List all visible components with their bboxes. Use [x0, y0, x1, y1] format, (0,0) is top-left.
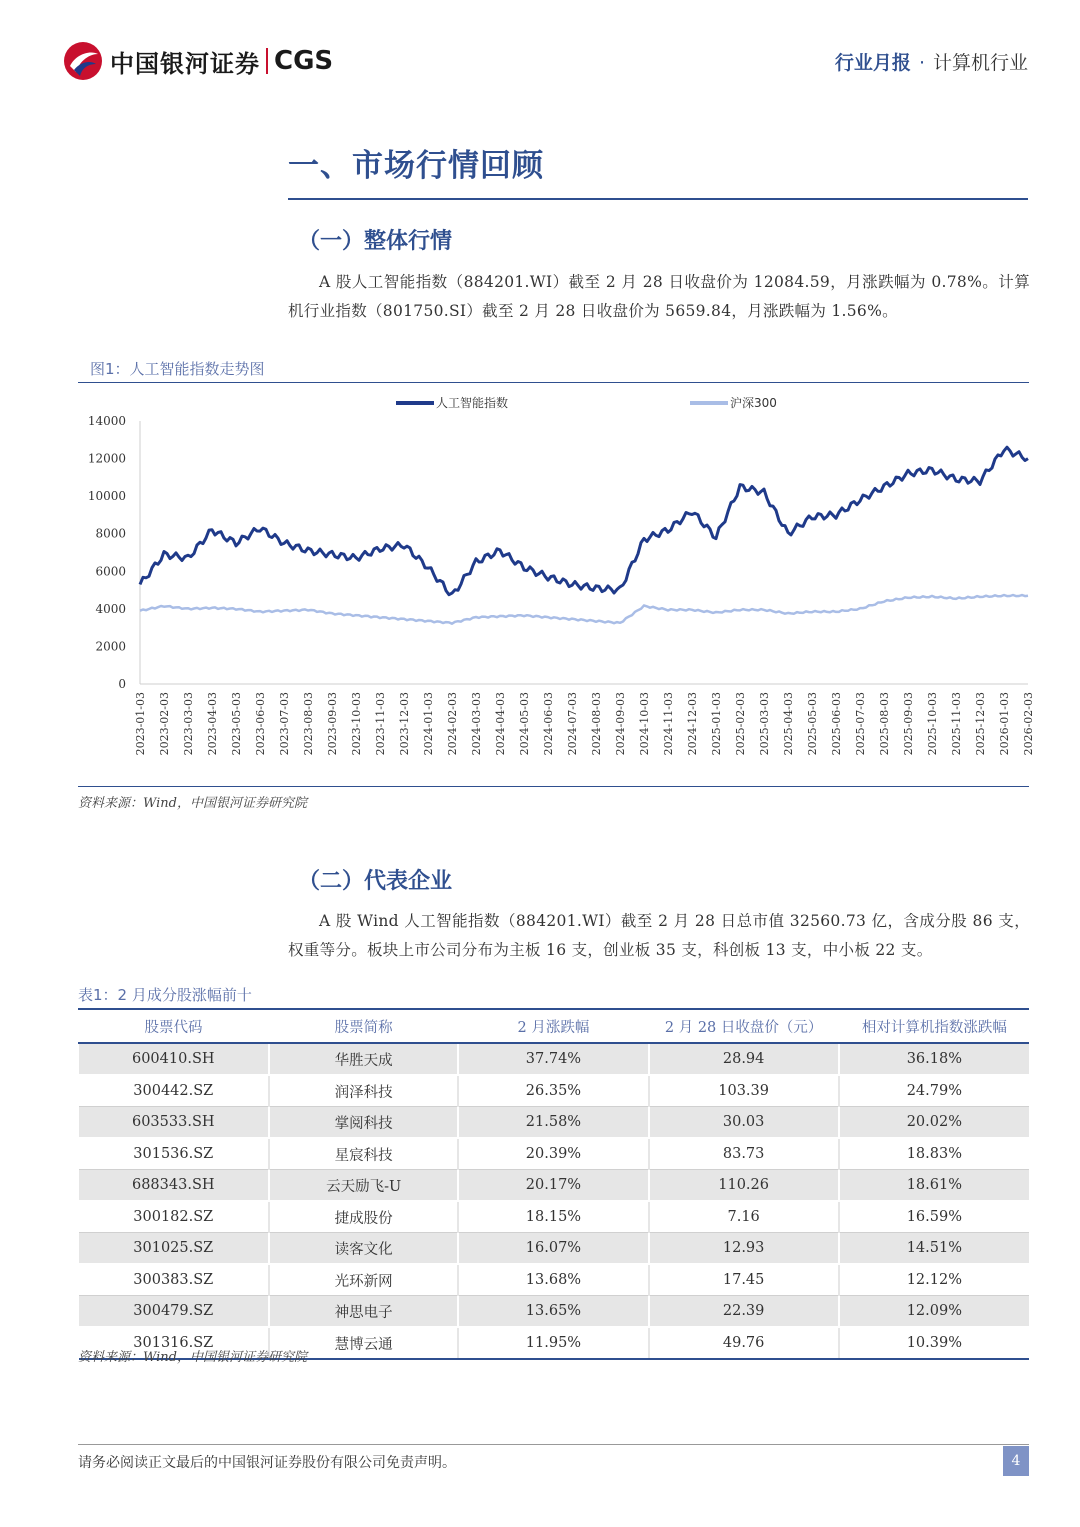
table-cell: 30.03 — [649, 1107, 839, 1139]
table-cell: 12.09% — [839, 1296, 1029, 1328]
x-tick-label: 2024-12-03 — [686, 692, 699, 756]
table-cell: 603533.SH — [79, 1107, 270, 1139]
x-tick-label: 2023-02-03 — [158, 692, 171, 756]
table-cell: 18.61% — [839, 1170, 1029, 1202]
table-cell: 110.26 — [649, 1170, 839, 1202]
x-tick-label: 2023-04-03 — [206, 692, 219, 756]
table-header-row — [79, 1009, 1030, 1043]
industry-name: 计算机行业 — [932, 52, 1028, 74]
company-logo — [62, 40, 352, 82]
table-cell: 润泽科技 — [269, 1075, 458, 1107]
table-cell: 掌阅科技 — [269, 1107, 458, 1139]
x-tick-label: 2023-10-03 — [350, 692, 363, 756]
y-tick-label: 6000 — [95, 564, 126, 579]
table-cell: 688343.SH — [79, 1170, 270, 1202]
y-tick-label: 4000 — [95, 601, 126, 616]
table-cell: 300479.SZ — [79, 1296, 270, 1328]
column-header: 2 月 28 日收盘价（元） — [649, 1009, 839, 1043]
table-row — [79, 1107, 1030, 1139]
top-gainers-table — [78, 1008, 1029, 1360]
table-cell: 24.79% — [839, 1075, 1029, 1107]
table-cell: 300182.SZ — [79, 1201, 270, 1233]
table-cell: 神思电子 — [269, 1296, 458, 1328]
legend-label: 沪深300 — [730, 396, 777, 410]
x-tick-label: 2025-02-03 — [734, 692, 747, 756]
x-tick-label: 2023-03-03 — [182, 692, 195, 756]
x-tick-label: 2025-01-03 — [710, 692, 723, 756]
paragraph-companies: A 股 Wind 人工智能指数（884201.WI）截至 2 月 28 日总市值 32560.73 亿，含成分股 86 支，权重等分。板块上市公司分布为主板 16 支，创业板 35 支，科创板 13 支，中小板 22 支。 — [288, 912, 1030, 959]
line-chart — [78, 384, 1035, 784]
x-tick-label: 2025-12-03 — [974, 692, 987, 756]
table-cell: 49.76 — [649, 1327, 839, 1359]
series-line-csi300 — [140, 595, 1028, 624]
y-tick-label: 14000 — [87, 414, 126, 428]
table-cell: 300442.SZ — [79, 1075, 270, 1107]
table-cell: 7.16 — [649, 1201, 839, 1233]
x-tick-label: 2023-07-03 — [278, 692, 291, 756]
table-cell: 20.39% — [458, 1138, 648, 1170]
subsection-title-companies: （二）代表企业 — [298, 868, 453, 894]
table-cell: 18.15% — [458, 1201, 648, 1233]
table-row — [79, 1296, 1030, 1328]
legend-label: 人工智能指数 — [436, 396, 509, 410]
table-cell: 12.12% — [839, 1264, 1029, 1296]
subsection-title-overall: （一）整体行情 — [298, 228, 453, 254]
x-tick-label: 2025-03-03 — [758, 692, 771, 756]
logo-divider — [266, 48, 268, 74]
x-tick-label: 2023-11-03 — [374, 692, 387, 756]
report-header — [835, 48, 1028, 75]
table-cell: 光环新网 — [269, 1264, 458, 1296]
section-divider — [288, 198, 1028, 200]
table-cell: 读客文化 — [269, 1233, 458, 1265]
figure-caption: 图1：人工智能指数走势图 — [90, 360, 265, 378]
table-source: 资料来源：Wind，中国银河证券研究院 — [78, 1350, 307, 1365]
table-cell: 600410.SH — [79, 1043, 270, 1075]
table-cell: 星宸科技 — [269, 1138, 458, 1170]
table-row — [79, 1075, 1030, 1107]
logo-text: 中国银河证券 — [110, 49, 260, 78]
table-cell: 17.45 — [649, 1264, 839, 1296]
table-cell: 12.93 — [649, 1233, 839, 1265]
x-tick-label: 2025-07-03 — [854, 692, 867, 756]
footer-divider — [78, 1444, 1029, 1445]
x-tick-label: 2023-05-03 — [230, 692, 243, 756]
table-cell: 37.74% — [458, 1043, 648, 1075]
y-tick-label: 12000 — [87, 451, 126, 466]
x-tick-label: 2025-06-03 — [830, 692, 843, 756]
table-row — [79, 1138, 1030, 1170]
column-header: 股票简称 — [269, 1009, 458, 1043]
series-line-ai-index — [140, 447, 1028, 595]
table-cell: 20.17% — [458, 1170, 648, 1202]
logo-mark-icon — [62, 40, 104, 82]
table-cell: 16.07% — [458, 1233, 648, 1265]
table-row — [79, 1043, 1030, 1075]
table-caption: 表1：2 月成分股涨幅前十 — [78, 986, 252, 1004]
x-tick-label: 2023-09-03 — [326, 692, 339, 756]
table-cell: 华胜天成 — [269, 1043, 458, 1075]
x-tick-label: 2024-04-03 — [494, 692, 507, 756]
x-tick-label: 2024-02-03 — [446, 692, 459, 756]
table-cell: 103.39 — [649, 1075, 839, 1107]
table-cell: 捷成股份 — [269, 1201, 458, 1233]
section-title: 一、市场行情回顾 — [288, 148, 544, 184]
table-cell: 云天励飞-U — [269, 1170, 458, 1202]
x-tick-label: 2025-09-03 — [902, 692, 915, 756]
column-header: 2 月涨跌幅 — [458, 1009, 648, 1043]
x-tick-label: 2023-01-03 — [134, 692, 147, 756]
table-row — [79, 1170, 1030, 1202]
column-header: 股票代码 — [79, 1009, 270, 1043]
paragraph-overall: A 股人工智能指数（884201.WI）截至 2 月 28 日收盘价为 12084.59，月涨跌幅为 0.78%。计算机行业指数（801750.SI）截至 2 月 28 日收盘价为 5659.84，月涨跌幅为 1.56%。 — [288, 273, 1030, 320]
x-tick-label: 2025-05-03 — [806, 692, 819, 756]
x-tick-label: 2024-08-03 — [590, 692, 603, 756]
page-number: 4 — [1003, 1446, 1029, 1476]
x-tick-label: 2026-02-03 — [1022, 692, 1035, 756]
table-cell: 13.65% — [458, 1296, 648, 1328]
table-cell: 36.18% — [839, 1043, 1029, 1075]
table-cell: 21.58% — [458, 1107, 648, 1139]
table-cell: 301316.SZ — [79, 1327, 270, 1359]
table-cell: 18.83% — [839, 1138, 1029, 1170]
y-tick-label: 2000 — [95, 639, 126, 654]
y-tick-label: 8000 — [95, 526, 126, 541]
footer-disclaimer: 请务必阅读正文最后的中国银河证券股份有限公司免责声明。 — [78, 1455, 456, 1471]
x-tick-label: 2024-06-03 — [542, 692, 555, 756]
x-tick-label: 2024-10-03 — [638, 692, 651, 756]
x-tick-label: 2024-07-03 — [566, 692, 579, 756]
table-row — [79, 1233, 1030, 1265]
table-cell: 301025.SZ — [79, 1233, 270, 1265]
table-cell: 300383.SZ — [79, 1264, 270, 1296]
x-tick-label: 2025-10-03 — [926, 692, 939, 756]
x-tick-label: 2024-05-03 — [518, 692, 531, 756]
x-tick-label: 2024-11-03 — [662, 692, 675, 756]
y-tick-label: 10000 — [87, 489, 126, 504]
figure-source: 资料来源：Wind，中国银河证券研究院 — [78, 796, 307, 811]
table-cell: 16.59% — [839, 1201, 1029, 1233]
table-cell: 11.95% — [458, 1327, 648, 1359]
x-tick-label: 2025-08-03 — [878, 692, 891, 756]
table-row — [79, 1201, 1030, 1233]
header-dot: · — [918, 52, 925, 74]
table-cell: 83.73 — [649, 1138, 839, 1170]
x-tick-label: 2025-04-03 — [782, 692, 795, 756]
x-tick-label: 2023-06-03 — [254, 692, 267, 756]
x-tick-label: 2023-08-03 — [302, 692, 315, 756]
table-cell: 慧博云通 — [269, 1327, 458, 1359]
table-row — [79, 1264, 1030, 1296]
table-cell: 28.94 — [649, 1043, 839, 1075]
table-cell: 301536.SZ — [79, 1138, 270, 1170]
table-cell: 26.35% — [458, 1075, 648, 1107]
table-cell: 22.39 — [649, 1296, 839, 1328]
x-tick-label: 2024-01-03 — [422, 692, 435, 756]
column-header: 相对计算机指数涨跌幅 — [839, 1009, 1029, 1043]
table-cell: 20.02% — [839, 1107, 1029, 1139]
x-tick-label: 2024-09-03 — [614, 692, 627, 756]
x-tick-label: 2025-11-03 — [950, 692, 963, 756]
y-tick-label: 0 — [118, 677, 126, 691]
table-cell: 10.39% — [839, 1327, 1029, 1359]
report-type: 行业月报 — [834, 52, 911, 74]
x-tick-label: 2024-03-03 — [470, 692, 483, 756]
table-cell: 13.68% — [458, 1264, 648, 1296]
x-tick-label: 2023-12-03 — [398, 692, 411, 756]
x-tick-label: 2026-01-03 — [998, 692, 1011, 756]
figure-bottom-rule — [78, 786, 1029, 787]
logo-cgs: CGS — [274, 46, 334, 76]
table-cell: 14.51% — [839, 1233, 1029, 1265]
figure-top-rule — [78, 382, 1029, 383]
